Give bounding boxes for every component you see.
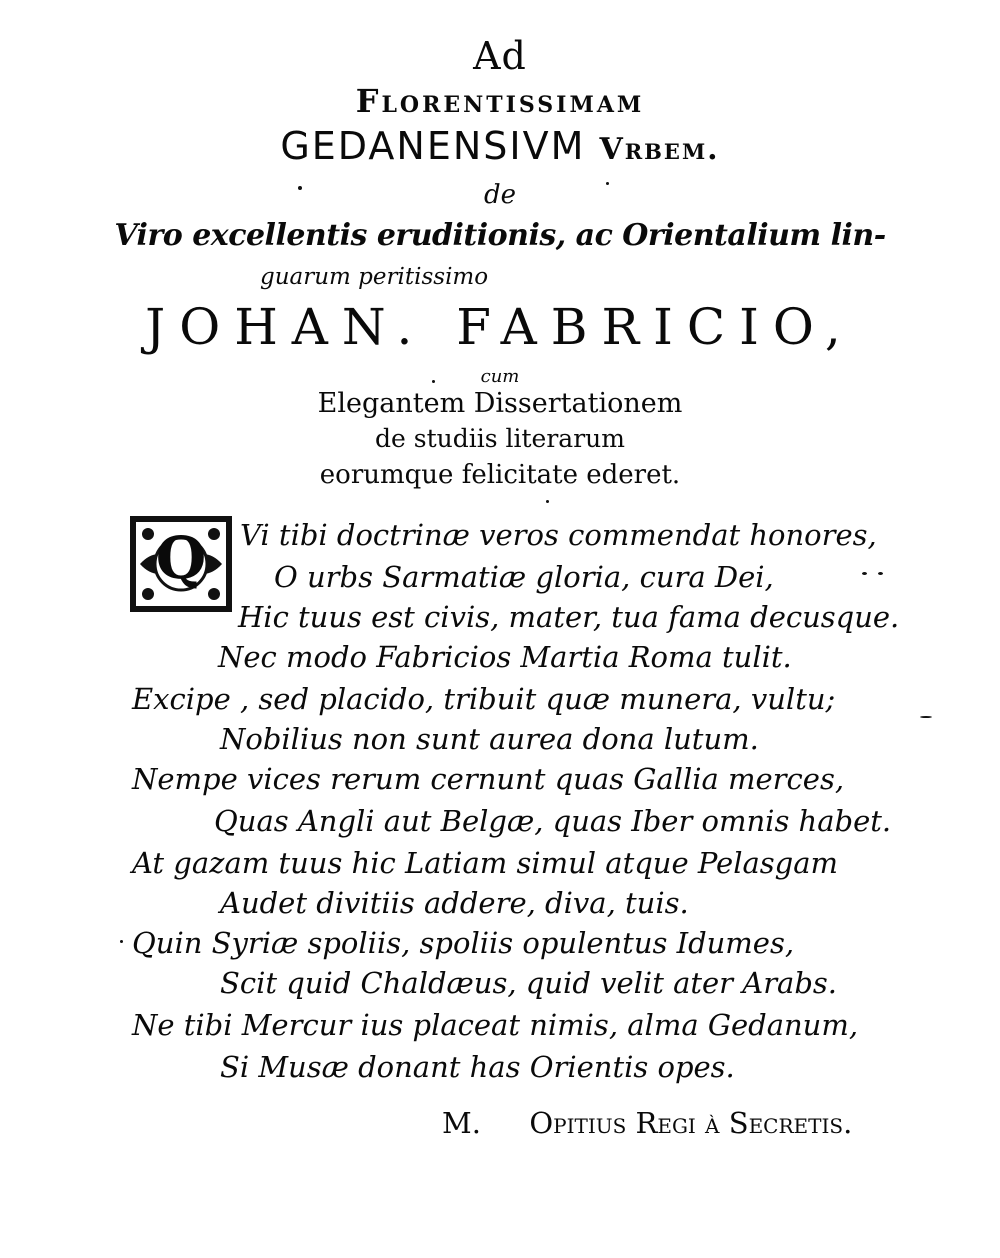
decorated-initial: [128, 514, 234, 614]
ink-speck: [862, 572, 867, 575]
heading-gedanensium-line: [0, 124, 1000, 168]
ink-speck: [920, 716, 932, 718]
signature-name: Opitius Regi à Secretis.: [529, 1106, 853, 1140]
heading-eorumque: eorumque felicitate ederet.: [319, 460, 681, 490]
ink-speck: [432, 380, 435, 383]
poem-line-12: Scit quid Chaldæus, quid velit ater Arabs.: [220, 966, 838, 1000]
poem-line-10: Audet divitiis addere, diva, tuis.: [220, 886, 689, 920]
heading-de: de: [483, 180, 517, 210]
heading-gedanensium: GEDANENSIVM: [280, 124, 586, 168]
signature-initial: M.: [442, 1106, 481, 1140]
poem-line-7: Nempe vices rerum cernunt quas Gallia merces,: [132, 762, 845, 796]
heading-elegantem: Elegantem Dissertationem: [317, 388, 683, 419]
heading-florentissimam: Florentissimam: [355, 82, 645, 120]
ink-speck: [298, 186, 302, 190]
poem-line-5: Excipe , sed placido, tribuit quæ munera, vultu;: [132, 682, 836, 716]
heading-de-studiis: de studiis literarum: [375, 424, 625, 453]
heading-urbem: Vrbem.: [599, 132, 720, 167]
poem-line-6: Nobilius non sunt aurea dona lutum.: [220, 722, 759, 756]
poem-line-13: Ne tibi Mercur ius placeat nimis, alma Gedanum,: [132, 1008, 859, 1042]
ink-speck: [606, 182, 609, 185]
heading-cum: cum: [480, 366, 520, 387]
signature-line: [442, 1106, 852, 1140]
poem-line-4: Nec modo Fabricios Martia Roma tulit.: [218, 640, 792, 674]
poem-line-3: Hic tuus est civis, mater, tua fama decusque.: [238, 600, 900, 634]
heading-guarum-line: guarum peritissimo: [260, 264, 489, 290]
ink-speck: [546, 500, 549, 503]
poem-line-8: Quas Angli aut Belgæ, quas Iber omnis habet.: [214, 804, 892, 838]
poem-line-2: O urbs Sarmatiæ gloria, cura Dei,: [274, 560, 774, 594]
ink-speck: [878, 572, 883, 575]
poem-line-14: Si Musæ donant has Orientis opes.: [220, 1050, 735, 1084]
poem-line-11: Quin Syriæ spoliis, spoliis opulentus Idumes,: [132, 926, 795, 960]
poem-line-9: At gazam tuus hic Latiam simul atque Pelasgam: [132, 846, 839, 880]
heading-ad: Ad: [473, 34, 527, 78]
poem-line-1: Vi tibi doctrinæ veros commendat honores,: [240, 518, 877, 552]
initial-letter: Q: [155, 524, 207, 592]
heading-viro-line: Viro excellentis eruditionis, ac Orientalium lin-: [114, 218, 886, 253]
heading-name: JOHAN. FABRICIO,: [145, 298, 855, 356]
ink-speck: [120, 940, 123, 943]
